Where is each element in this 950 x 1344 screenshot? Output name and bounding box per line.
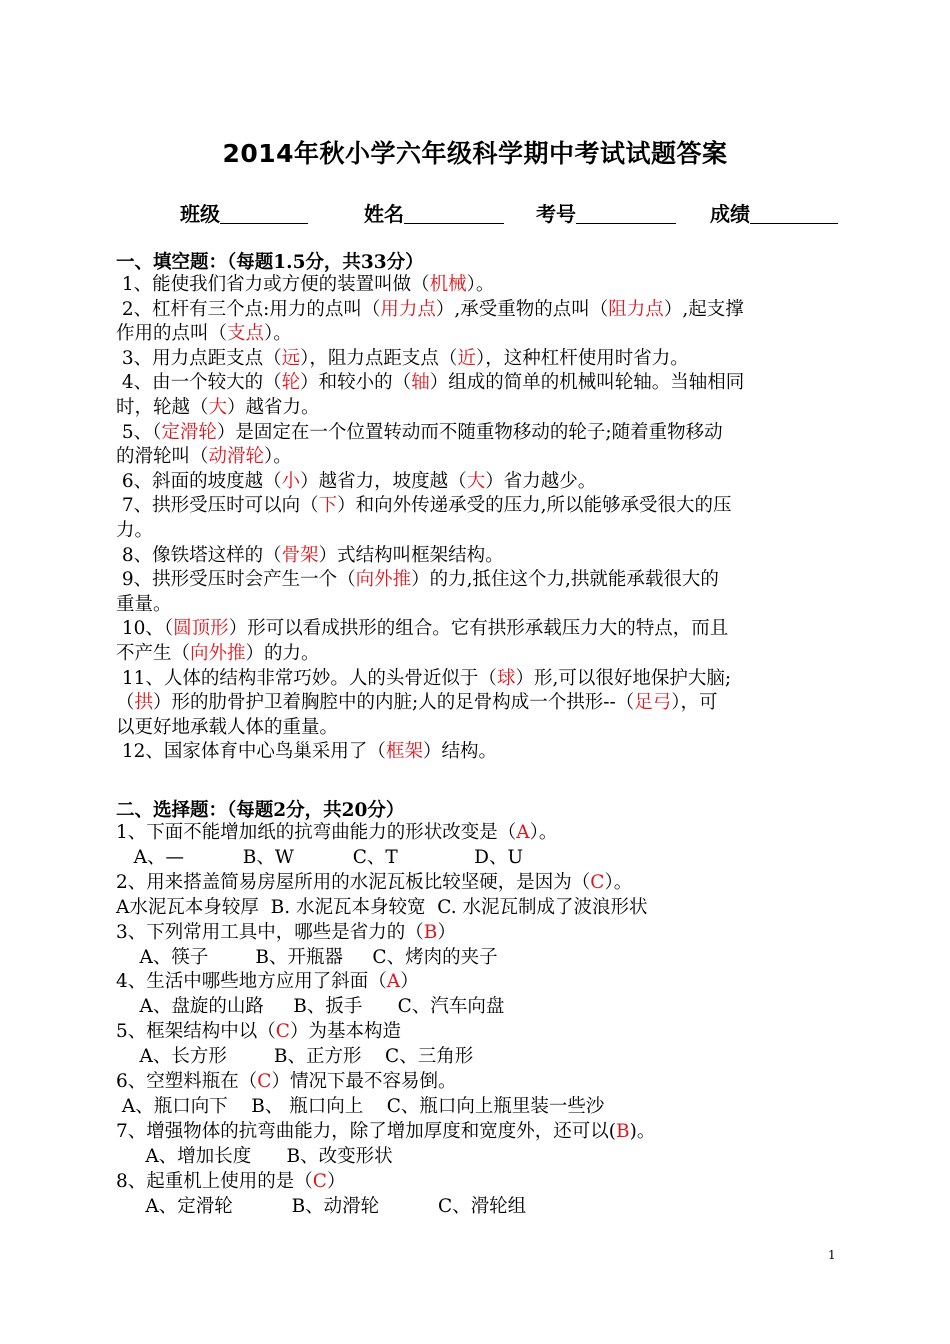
- section2-line: [116, 1145, 393, 1169]
- answer-text: 大: [208, 397, 228, 418]
- section2-line: [116, 1120, 655, 1144]
- line-text: ）。: [604, 871, 633, 893]
- section1-line: [116, 298, 744, 322]
- line-text: 11、人体的结构非常巧妙。人的头骨近似于（: [116, 667, 497, 689]
- line-text: 的滑轮叫（: [116, 446, 209, 468]
- score-field: [710, 198, 838, 227]
- line-text: A、定滑轮 B、动滑轮 C、滑轮组: [116, 1195, 527, 1217]
- line-text: ）式结构叫框架结构。: [318, 544, 504, 566]
- line-text: 1、能使我们省力或方便的装置叫做（: [116, 274, 430, 295]
- line-text: A、长方形 B、正方形 C、三角形: [116, 1046, 474, 1068]
- answer-text: A: [386, 971, 401, 993]
- line-text: ）,起支撑: [663, 298, 744, 320]
- section2-line: [116, 1195, 526, 1219]
- answer-text: 向外推: [190, 643, 246, 664]
- section2-line: [116, 1095, 604, 1119]
- number-field: [536, 198, 676, 227]
- section1-line: [116, 347, 689, 371]
- line-text: ），这种杠杆使用时省力。: [475, 347, 689, 369]
- line-text: 3、用力点距支点（: [116, 347, 282, 369]
- section2-line: [116, 871, 632, 895]
- section1-line: [116, 421, 723, 445]
- section2-line: [116, 995, 504, 1019]
- answer-text: C: [257, 1071, 272, 1092]
- line-text: 力。: [116, 520, 154, 541]
- page-number: 1: [828, 1248, 836, 1262]
- number-label: 考号: [536, 202, 576, 226]
- line-text: 2、用来搭盖简易房屋所用的水泥瓦板比较坚硬，是因为（: [116, 871, 591, 893]
- answer-text: 轮: [281, 372, 301, 394]
- line-text: 7、拱形受压时可以向（: [116, 495, 319, 517]
- answer-text: 向外推: [355, 569, 412, 591]
- line-text: ）形的肋骨护卫着胸腔中的内脏;人的足骨构成一个拱形--（: [153, 692, 635, 714]
- answer-text: 骨架: [281, 544, 319, 566]
- section1-line: [116, 396, 320, 420]
- line-text: ），阻力点距支点（: [300, 347, 458, 369]
- section2-heading: 二、选择题：（每题2分，共20分）: [116, 800, 405, 821]
- line-text: ）和较小的（: [300, 372, 412, 394]
- section1-line: [116, 667, 731, 691]
- section2-line: [116, 946, 498, 970]
- section1-line: [116, 568, 719, 592]
- line-text: 作用的点叫（: [116, 323, 228, 345]
- line-text: ）: [400, 971, 419, 993]
- line-text: ）结构。: [422, 741, 497, 763]
- number-blank: [576, 203, 676, 224]
- class-field: [180, 198, 308, 227]
- line-text: 重量。: [116, 593, 172, 615]
- line-text: 3、下列常用工具中，哪些是省力的（: [116, 921, 424, 943]
- line-text: ）为基本构造: [289, 1021, 401, 1043]
- line-text: ）和向外传递承受的压力,所以能够承受很大的压: [337, 495, 732, 517]
- name-blank: [404, 203, 504, 224]
- section2-line: [116, 821, 557, 845]
- section1-heading: 一、填空题：（每题1.5分，共33分）: [116, 252, 424, 273]
- line-text: 8、起重机上使用的是（: [116, 1170, 313, 1192]
- section1-line: [116, 273, 494, 297]
- section1-line: [116, 544, 504, 568]
- line-text: ）。: [264, 446, 292, 468]
- line-text: A水泥瓦本身较厚 B. 水泥瓦本身较宽 C. 水泥瓦制成了波浪形状: [116, 896, 648, 918]
- answer-text: 下: [318, 495, 338, 517]
- answer-text: C: [275, 1021, 290, 1043]
- page-title: 2014年秋小学六年级科学期中考试试题答案: [222, 139, 728, 168]
- section1-line: [116, 642, 320, 666]
- line-text: ）。: [264, 323, 292, 345]
- line-text: A、盘旋的山路 B、扳手 C、汽车向盘: [116, 996, 505, 1018]
- answer-text: 框架: [385, 741, 423, 763]
- score-blank: [750, 203, 838, 224]
- answer-text: 大: [466, 470, 486, 492]
- line-text: ）越省力。: [227, 397, 320, 418]
- section2-line: [116, 1070, 456, 1094]
- line-text: 9、拱形受压时会产生一个（: [116, 569, 356, 591]
- section1-line: [116, 371, 744, 395]
- line-text: ）情况下最不容易倒。: [271, 1071, 457, 1092]
- line-text: ）越省力，坡度越（: [300, 470, 467, 492]
- line-text: 4、由一个较大的（: [116, 372, 282, 394]
- section1-line: [116, 470, 596, 494]
- line-text: 2、杠杆有三个点:用力的点叫（: [116, 298, 381, 320]
- line-text: 1、下面不能增加纸的抗弯曲能力的形状改变是（: [116, 822, 517, 843]
- section2-line: [116, 1170, 345, 1194]
- section1-line: [116, 445, 292, 469]
- line-text: 6、斜面的坡度越（: [116, 470, 282, 492]
- name-field: [364, 198, 504, 227]
- student-info-row: [180, 198, 838, 227]
- line-text: 7、增强物体的抗弯曲能力，除了增加厚度和宽度外，还可以(: [116, 1120, 616, 1142]
- line-text: ）。: [466, 274, 495, 295]
- section1-line: [116, 322, 292, 346]
- line-text: 5、框架结构中以（: [116, 1021, 276, 1043]
- answer-text: 用力点: [380, 298, 436, 320]
- line-text: 5、（: [116, 421, 162, 443]
- answer-text: 圆顶形: [173, 618, 229, 640]
- answer-text: 阻力点: [608, 298, 664, 320]
- answer-text: B: [423, 921, 438, 943]
- section1-line: [116, 519, 153, 543]
- answer-text: A: [516, 822, 530, 843]
- line-text: )。: [629, 1120, 656, 1142]
- section1-line: [116, 716, 338, 740]
- line-text: （: [116, 692, 135, 714]
- answer-text: 机械: [429, 274, 467, 295]
- line-text: ）,承受重物的点叫（: [435, 298, 609, 320]
- line-text: 8、像铁塔这样的（: [116, 544, 282, 566]
- section2-line: [116, 896, 648, 920]
- answer-text: 动滑轮: [208, 446, 265, 468]
- line-text: ）省力越少。: [485, 470, 597, 492]
- section1-line: [116, 740, 497, 764]
- answer-text: 支点: [227, 323, 265, 345]
- class-blank: [220, 203, 308, 224]
- line-text: ）的力,抵住这个力,拱就能承载很大的: [411, 569, 719, 591]
- line-text: ）: [326, 1170, 346, 1192]
- section2-line: [116, 970, 419, 994]
- line-text: ）形可以看成拱形的组合。它有拱形承载压力大的特点，而且: [228, 618, 729, 640]
- line-text: ）组成的简单的机械叫轮轴。当轴相同: [429, 372, 745, 394]
- answer-text: 拱: [134, 692, 154, 714]
- answer-text: 足弓: [634, 692, 672, 714]
- answer-text: B: [616, 1120, 630, 1142]
- section2-line: [116, 1045, 473, 1069]
- score-label: 成绩: [710, 202, 750, 226]
- section1-line: [116, 593, 172, 617]
- section2-line: [116, 1020, 401, 1044]
- line-text: 6、空塑料瓶在（: [116, 1071, 258, 1092]
- section2-line: [116, 921, 456, 945]
- line-text: A、筷子 B、开瓶器 C、烤肉的夹子: [116, 946, 498, 968]
- line-text: A、— B、W C、T D、U: [116, 846, 524, 868]
- answer-text: C: [312, 1170, 327, 1192]
- answer-text: C: [590, 871, 605, 893]
- section2-line: [116, 846, 523, 870]
- section1-line: [116, 494, 732, 518]
- line-text: 4、生活中哪些地方应用了斜面（: [116, 971, 387, 993]
- line-text: 时，轮越（: [116, 397, 209, 418]
- line-text: 不产生（: [116, 643, 191, 664]
- answer-text: 近: [457, 347, 476, 369]
- section1-line: [116, 691, 718, 715]
- answer-text: 小: [281, 470, 301, 492]
- line-text: ）: [437, 921, 456, 943]
- line-text: ），可: [671, 692, 718, 714]
- answer-text: 球: [496, 667, 516, 689]
- section1-line: [116, 617, 728, 641]
- line-text: ）的力。: [245, 643, 320, 664]
- line-text: 10、（: [116, 618, 174, 640]
- name-label: 姓名: [364, 202, 404, 226]
- line-text: ）是固定在一个位置转动而不随重物移动的轮子;随着重物移动: [216, 421, 723, 443]
- line-text: ）。: [529, 822, 558, 843]
- answer-text: 轴: [411, 372, 430, 394]
- line-text: ）形,可以很好地保护大脑;: [515, 667, 732, 689]
- line-text: 12、国家体育中心鸟巢采用了（: [116, 741, 386, 763]
- line-text: 以更好地承载人体的重量。: [116, 716, 339, 738]
- answer-text: 定滑轮: [161, 421, 217, 443]
- line-text: A、增加长度 B、改变形状: [116, 1145, 393, 1167]
- line-text: A、瓶口向下 B、 瓶口向上 C、瓶口向上瓶里装一些沙: [116, 1095, 605, 1117]
- class-label: 班级: [180, 202, 220, 226]
- answer-text: 远: [281, 347, 301, 369]
